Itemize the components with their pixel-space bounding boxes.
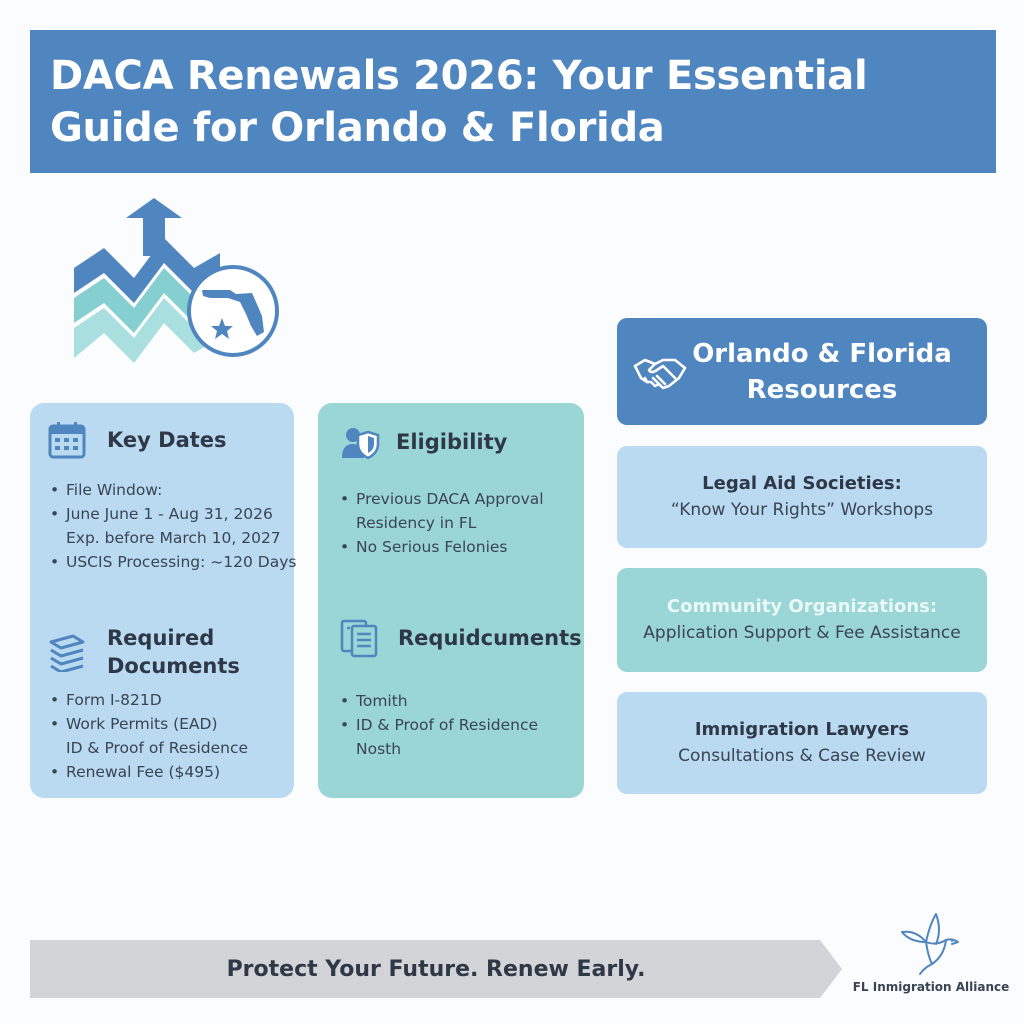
daca-chart-florida-icon	[70, 198, 285, 370]
key-dates-header	[47, 420, 227, 460]
list-item: • June June 1 - Aug 31, 2026	[48, 502, 296, 526]
list-item: ID & Proof of Residence	[66, 739, 249, 757]
person-shield-icon	[340, 422, 380, 462]
list-item: • No Serious Felonies	[338, 535, 544, 559]
list-item: • File Window:	[48, 478, 296, 502]
key-dates-title: Key Dates	[107, 428, 227, 452]
card-title: Legal Aid Societies:	[702, 473, 902, 494]
requidcuments-header	[340, 618, 582, 658]
organization-name: FL Inmigration Alliance	[852, 980, 1010, 994]
key-dates-list	[48, 478, 296, 574]
document-stack-icon	[47, 632, 87, 672]
list-item: • Form I-821D	[48, 688, 248, 712]
footer-slogan: Protect Your Future. Renew Early.	[226, 956, 646, 982]
list-item: Nosth	[356, 740, 402, 758]
required-documents-list	[48, 688, 248, 784]
legal-aid-card	[617, 446, 987, 548]
card-subtitle: Consultations & Case Review	[678, 746, 926, 766]
documents-icon	[340, 618, 380, 658]
list-item: Exp. before March 10, 2027	[66, 529, 281, 547]
resources-header	[617, 318, 987, 425]
requidcuments-list	[338, 689, 538, 761]
list-item: • Work Permits (EAD)	[48, 712, 248, 736]
eligibility-list	[338, 487, 544, 559]
resources-title: Orlando & Florida Resources	[692, 338, 952, 405]
card-title: Immigration Lawyers	[694, 719, 910, 740]
list-item: • Tomith	[338, 689, 538, 713]
eligibility-header	[340, 422, 507, 462]
requidcuments-title: Requidcuments	[398, 626, 582, 650]
required-documents-header	[47, 624, 240, 680]
eligibility-title: Eligibility	[396, 430, 508, 454]
immigration-lawyers-card	[617, 692, 987, 794]
required-documents-title: Required Documents	[107, 626, 240, 678]
handshake-icon	[633, 354, 687, 390]
list-item: Residency in FL	[356, 514, 477, 532]
list-item: • Renewal Fee ($495)	[48, 760, 248, 784]
header-banner	[30, 30, 996, 173]
card-subtitle: Application Support & Fee Assistance	[643, 623, 961, 643]
list-item: • USCIS Processing: ~120 Days	[48, 550, 296, 574]
card-subtitle: “Know Your Rights” Workshops	[670, 500, 934, 520]
community-organizations-card	[617, 568, 987, 672]
calendar-icon	[47, 420, 87, 460]
dove-icon	[896, 912, 966, 976]
list-item: • ID & Proof of Residence	[338, 713, 538, 737]
page-title: DACA Renewals 2026: Your Essential Guide for Orlando & Florida	[50, 52, 868, 151]
card-title: Community Organizations:	[666, 596, 938, 617]
list-item: • Previous DACA Approval	[338, 487, 544, 511]
